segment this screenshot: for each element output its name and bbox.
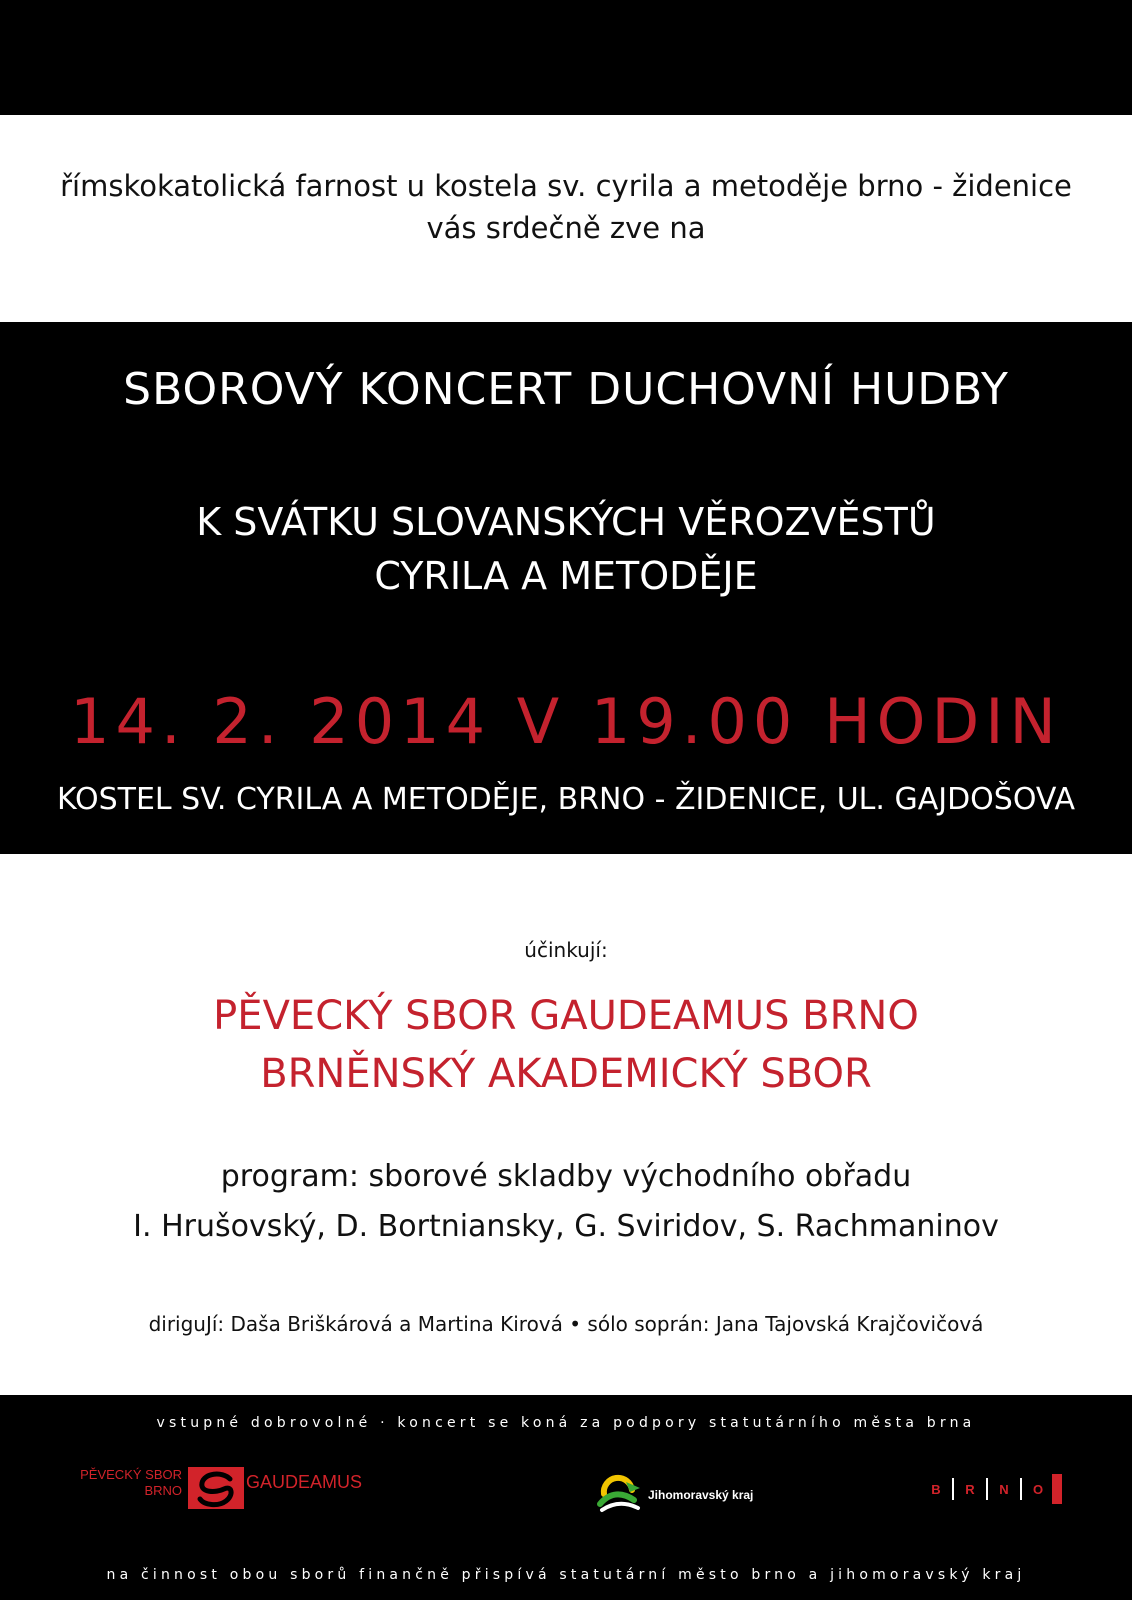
invitation-line: vás srdečně zve na bbox=[426, 211, 706, 245]
concert-subtitle bbox=[0, 495, 1132, 603]
region-emblem-icon bbox=[596, 1470, 644, 1514]
program-line-2: I. Hrušovský, D. Bortniansky, G. Sviridov, S. Rachmaninov bbox=[133, 1209, 999, 1244]
concert-title: SBOROVÝ KONCERT DUCHOVNÍ HUDBY bbox=[123, 364, 1009, 415]
brno-separator bbox=[952, 1478, 954, 1500]
subtitle-line-2: CYRILA A METODĚJE bbox=[374, 554, 758, 598]
support-note: vstupné dobrovolné · koncert se koná za podpory statutárního města brna bbox=[156, 1415, 976, 1431]
brno-letter-b: B bbox=[931, 1481, 941, 1497]
brno-separator bbox=[1020, 1478, 1022, 1500]
gaudeamus-logo-line-2: BRNO bbox=[144, 1483, 182, 1498]
event-datetime: 14. 2. 2014 V 19.00 HODIN bbox=[70, 685, 1062, 758]
funding-note: na činnost obou sborů finančně přispívá statutární město brno a jihomoravský kraj bbox=[106, 1567, 1026, 1583]
top-black-band bbox=[0, 0, 1132, 115]
choir-1: PĚVECKÝ SBOR GAUDEAMUS BRNO bbox=[213, 993, 919, 1039]
organizer-line: římskokatolická farnost u kostela sv. cyrila a metoděje brno - židenice bbox=[60, 169, 1072, 203]
conductors-soloist: diriguJí: Daša Briškárová a Martina Kirová • sólo soprán: Jana Tajovská Krajčovičová bbox=[148, 1312, 984, 1336]
gaudeamus-logo-line-1: PĚVECKÝ SBOR bbox=[80, 1467, 182, 1482]
region-name: Jihomoravský kraj bbox=[648, 1488, 754, 1502]
gaudeamus-mark-icon bbox=[186, 1465, 246, 1511]
performers-list bbox=[0, 987, 1132, 1103]
gaudeamus-logo bbox=[36, 1465, 436, 1513]
choir-2: BRNĚNSKÝ AKADEMICKÝ SBOR bbox=[260, 1051, 872, 1097]
jihomoravsky-kraj-logo bbox=[596, 1470, 816, 1518]
program-line-1: program: sborové skladby východního obřadu bbox=[220, 1159, 912, 1194]
event-venue: KOSTEL SV. CYRILA A METODĚJE, BRNO - ŽIDENICE, UL. GAJDOŠOVA bbox=[56, 782, 1076, 817]
brno-letter-o: O bbox=[1032, 1481, 1044, 1497]
program-info bbox=[0, 1152, 1132, 1252]
gaudeamus-logo-name: GAUDEAMUS bbox=[246, 1472, 363, 1492]
brno-letter-n: N bbox=[999, 1481, 1009, 1497]
brno-separator bbox=[986, 1478, 988, 1500]
gaudeamus-logo-text bbox=[36, 1467, 182, 1499]
brno-logo bbox=[930, 1474, 1062, 1504]
intro-text bbox=[0, 165, 1132, 249]
subtitle-line-1: K SVÁTKU SLOVANSKÝCH VĚROZVĚSTŮ bbox=[196, 500, 936, 544]
brno-red-block bbox=[1052, 1474, 1062, 1504]
performers-label: účinkují: bbox=[524, 938, 608, 962]
brno-letter-r: R bbox=[965, 1481, 975, 1497]
